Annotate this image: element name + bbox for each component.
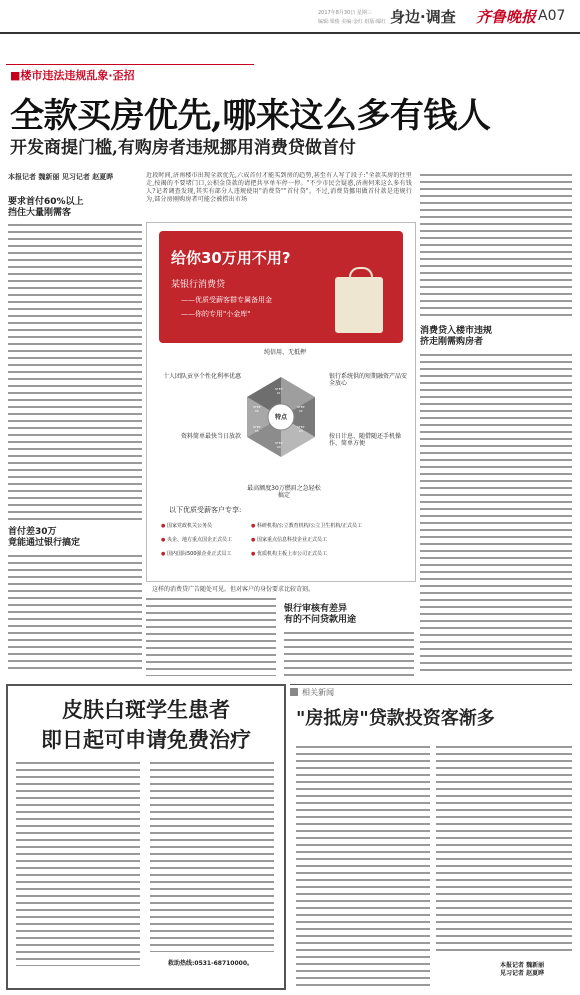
topic-label-text: 楼市违法违规乱象·歪招 xyxy=(20,69,135,82)
step-label-4 xyxy=(275,441,282,449)
subhead-1: 要求首付60%以上 挡住大量刚需客 xyxy=(8,197,84,218)
step-num-1: 01 xyxy=(276,391,281,395)
newspaper-logo: 齐鲁晚报 xyxy=(476,8,537,26)
step-word-5: STEP xyxy=(253,425,261,429)
step-num-3: 03 xyxy=(298,429,303,433)
article-column-1b xyxy=(8,553,142,673)
bag-handle-icon xyxy=(349,267,373,283)
promo-title-1: 皮肤白斑学生患者 xyxy=(62,697,230,722)
ad-line-1: ——优质受薪客群专属备用金 xyxy=(181,296,272,304)
step-label-6 xyxy=(253,405,260,413)
promo-text-1 xyxy=(16,760,140,966)
client-bullet-icon: ● xyxy=(251,537,256,543)
ad-caption: 这样的消费贷广告随处可见。但对客户的身份要求比较苛刻。 xyxy=(152,586,315,593)
step-word-4: STEP xyxy=(275,441,283,445)
consumer-loan-ad xyxy=(146,222,416,582)
feature-5: 资料简单最快当日放款 xyxy=(180,433,241,440)
client-label-1: 国家党政机关公务员 xyxy=(166,523,212,529)
step-label-1 xyxy=(275,387,282,395)
related-top-rule xyxy=(290,684,572,685)
clients-title: 以下优质受薪客户专享: xyxy=(169,506,242,514)
subhead-2: 首付差30万 竟能通过银行搞定 xyxy=(8,527,81,548)
ad-question: 给你30万用不用? xyxy=(171,249,291,267)
date-line: 2017年8月30日 星期三 xyxy=(318,10,372,16)
feature-1: 纯信用、无抵押 xyxy=(263,349,306,356)
headline-sub: 开发商提门槛,有购房者违规挪用消费贷做首付 xyxy=(10,138,356,158)
ad-bank: 某银行消费贷 xyxy=(171,280,226,290)
related-title: "房抵房"贷款投资客渐多 xyxy=(296,708,495,729)
related-text-2 xyxy=(436,744,572,954)
subhead-3: 银行审核有差异 有的不问贷款用途 xyxy=(284,604,357,625)
step-num-2: 02 xyxy=(298,409,303,413)
article-column-2a xyxy=(146,596,276,676)
step-word-3: STEP xyxy=(297,425,305,429)
article-column-3a xyxy=(420,172,572,320)
subhead-4: 消费贷入楼市违规 挤走刚需购房者 xyxy=(420,326,493,347)
step-label-5 xyxy=(253,425,260,433)
article-column-3b xyxy=(420,352,572,672)
client-item-1 xyxy=(161,519,251,533)
client-item-3 xyxy=(161,533,251,547)
headline-main: 全款买房优先,哪来这么多有钱人 xyxy=(10,96,491,136)
client-label-6: 优质机构主板上市公司正式员工 xyxy=(256,551,327,557)
hex-center-label: 特点 xyxy=(274,414,287,421)
client-bullet-icon: ● xyxy=(251,523,256,529)
step-word-6: STEP xyxy=(253,405,261,409)
promo-box xyxy=(6,684,286,990)
step-num-6: 06 xyxy=(254,409,259,413)
step-num-4: 04 xyxy=(276,445,281,449)
feature-3: 按日计息、随借随还手机操作、简单方便 xyxy=(329,433,402,447)
step-label-3 xyxy=(297,425,304,433)
clients-row-3 xyxy=(161,547,401,561)
step-word-1: STEP xyxy=(275,387,283,391)
clients-row-1 xyxy=(161,519,401,533)
topic-rule xyxy=(6,64,254,65)
ad-line-2: ——你的专用"小金库" xyxy=(181,310,251,318)
client-bullet-icon: ● xyxy=(161,537,166,543)
client-item-2 xyxy=(251,519,362,533)
feature-4: 最高额度30万燃眉之急轻松搞定 xyxy=(247,485,321,499)
clients-row-2 xyxy=(161,533,401,547)
related-label: 相关新闻 xyxy=(302,688,334,697)
client-bullet-icon: ● xyxy=(251,551,256,557)
shopping-bag-icon xyxy=(335,277,383,333)
client-item-5 xyxy=(161,547,251,561)
byline: 本报记者 魏新丽 见习记者 赵夏晔 xyxy=(8,173,114,181)
related-marker-icon xyxy=(290,688,298,696)
promo-title-2: 即日起可申请免费治疗 xyxy=(41,727,251,752)
related-byline: 本报记者 魏新丽 见习记者 赵夏晔 xyxy=(500,962,545,977)
page-number: A07 xyxy=(538,8,566,24)
client-item-4 xyxy=(251,533,327,547)
section-name: 身边·调查 xyxy=(390,8,456,26)
lead-paragraph: 近段时间,济南楼市出现全款优先,六成首付才能买到房的趋势,甚至有人写了段子:"全款买房的往里走,按揭的不要堵门口,公积金贷款的请把共享单车停一停。"不少市民会疑惑,济南何来这么多有钱人?记者调查发现,其实有部分人违规使用"消费贷""首付贷"。不过,消费贷挪用做首付款是违规行为,部分房刚购房者可能会被捞出市场 xyxy=(146,172,412,203)
article-column-1a xyxy=(8,222,142,522)
ad-banner xyxy=(159,231,403,343)
client-label-5: 国内国际500强企业正式员工 xyxy=(166,551,232,557)
promo-text-2 xyxy=(150,760,274,952)
client-item-6 xyxy=(251,547,327,561)
article-column-2b xyxy=(284,630,414,676)
header-rule xyxy=(0,32,580,34)
client-bullet-icon: ● xyxy=(161,523,166,529)
step-word-2: STEP xyxy=(297,405,305,409)
topic-bar-label: ■楼市违法违规乱象·歪招 xyxy=(10,69,135,82)
feature-2: 银行系统供的短期融资产品安全放心 xyxy=(329,373,408,387)
related-text-1 xyxy=(296,744,430,988)
client-label-2: 科研机构/公立教育机构/公立卫生机构/正式员工 xyxy=(256,523,363,529)
client-label-4: 国家重点信息科技企业正式员工 xyxy=(256,537,327,543)
step-label-2 xyxy=(297,405,304,413)
clients-grid xyxy=(161,519,401,561)
promo-hotline: 救助热线:0531-68710000。 xyxy=(168,960,253,967)
editors-line: 编辑:梁俊 美编:金红 组版:曝红 xyxy=(318,19,387,25)
client-label-3: 央企、地方重点国企正式员工 xyxy=(166,537,232,543)
step-num-5: 05 xyxy=(254,429,259,433)
feature-6: 十人团队贡享个性化利率优惠 xyxy=(162,373,241,380)
client-bullet-icon: ● xyxy=(161,551,166,557)
